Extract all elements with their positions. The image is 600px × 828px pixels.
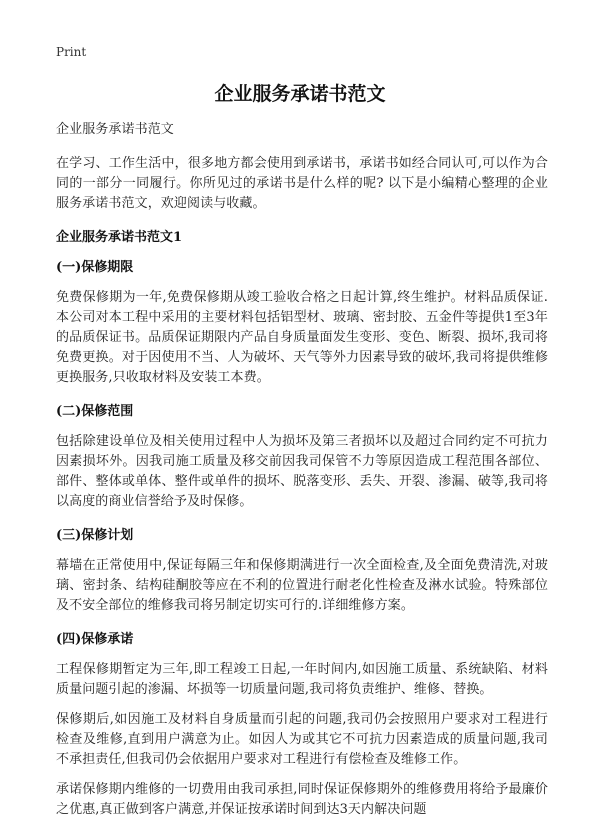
warranty-period-paragraph: 免费保修期为一年,免费保修期从竣工验收合格之日起计算,终生维护。材料品质保证.本公司对本工程中采用的主要材料包括铝型材、玻璃、密封胶、五金件等提供1至3年的品质保证书。品质保证期限内产品自身质量面发生变形、变色、断裂、损坏,我司将免费更换。对于因使用不当、人为破坏、天气等外力因素导致的破坏,我司将提供维修更换服务,只收取材料及安装工本费。 (56, 290, 548, 385)
warranty-commitment-paragraph-2: 保修期后,如因施工及材料自身质量而引起的问题,我司仍会按照用户要求对工程进行检查及维修,直到用户满意为止。如因人为或其它不可抗力因素造成的质量问题,我司不承担责任,但我司仍会依据用户要求对工程进行有偿检查及维修工作。 (56, 712, 548, 767)
section-title: 企业服务承诺书范文1 (56, 230, 183, 245)
section-heading-warranty-commitment: (四)保修承诺 (56, 632, 134, 647)
intro-paragraph: 在学习、工作生活中，很多地方都会使用到承诺书，承诺书如经合同认可,可以作为合同的一部分一同履行。你所见过的承诺书是什么样的呢? 以下是小编精心整理的企业服务承诺书范文，欢迎阅读与收藏。 (56, 156, 548, 211)
warranty-scope-paragraph: 包括除建设单位及相关使用过程中人为损坏及第三者损坏以及超过合同约定不可抗力因素损坏外。因我司施工质量及移交前因我司保管不力等原因造成工程范围各部位、部件、整体或单体、整件或单件的损坏、脱落变形、丢失、开裂、渗漏、破等,我司将以高度的商业信誉给予及时保修。 (56, 434, 548, 509)
warranty-plan-paragraph: 幕墙在正常使用中,保证每隔三年和保修期满进行一次全面检查,及全面免费清洗,对玻璃、密封条、结构硅酮胶等应在不利的位置进行耐老化性检查及淋水试验。特殊部位及不安全部位的维修我司将另制定切实可行的.详细维修方案。 (56, 558, 548, 613)
section-heading-warranty-plan: (三)保修计划 (56, 528, 134, 543)
warranty-commitment-paragraph-1: 工程保修期暂定为三年,即工程竣工日起,一年时间内,如因施工质量、系统缺陷、材料质量问题引起的渗漏、坏损等一切质量问题,我司将负责维护、维修、替换。 (56, 662, 548, 697)
print-label: Print (56, 45, 87, 59)
warranty-commitment-paragraph-3: 承诺保修期内维修的一切费用由我司承担,同时保证保修期外的维修费用将给予最廉价之优惠,真正做到客户满意,并保证按承诺时间到达3天内解决问题 (56, 782, 548, 817)
section-heading-warranty-period: (一)保修期限 (56, 260, 134, 275)
section-heading-warranty-scope: (二)保修范围 (56, 404, 134, 419)
document-body (56, 120, 548, 820)
document-title: 企业服务承诺书范文 (214, 83, 386, 105)
document-subtitle: 企业服务承诺书范文 (56, 122, 174, 137)
